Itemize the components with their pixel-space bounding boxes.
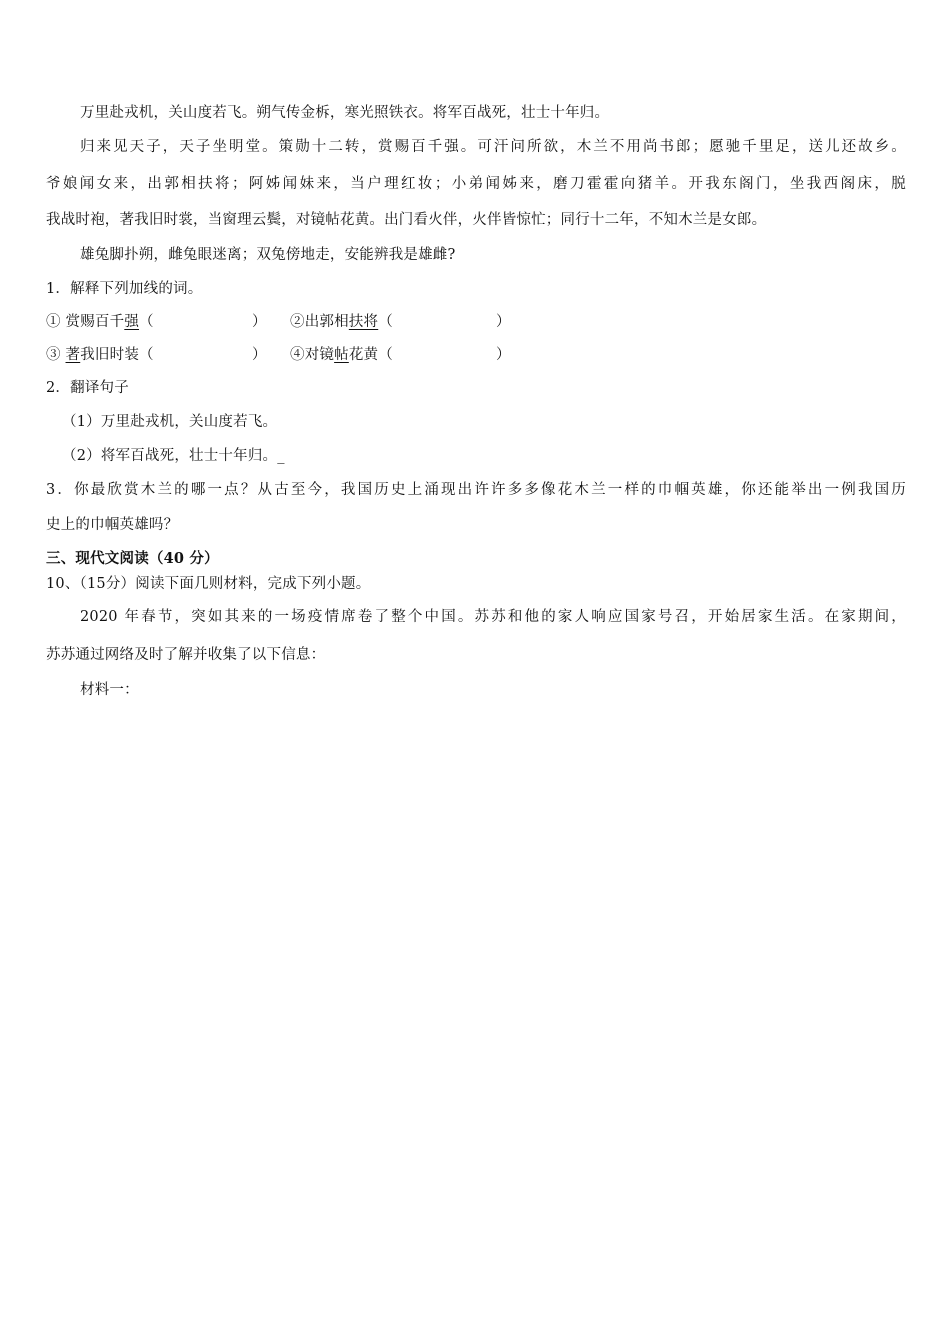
q1-item-2-open: （ xyxy=(378,314,393,330)
q1-item-2-word: 扶将 xyxy=(348,314,379,330)
q1-item-3 xyxy=(46,345,154,365)
q1-item-1-open: （ xyxy=(139,314,154,330)
passage-line-2: 苏苏通过网络及时了解并收集了以下信息： xyxy=(46,647,326,663)
q1-item-3-text: ③ xyxy=(46,347,66,363)
q1-item-4 xyxy=(290,345,393,365)
q1-item-4-word: 帖 xyxy=(334,347,349,363)
material-one-label: 材料一： xyxy=(80,682,139,698)
passage-line-1: 2020 年春节，突如其来的一场疫情席卷了整个中国。苏苏和他的家人响应国家号召，开始居家生活。在家期间， xyxy=(80,609,906,625)
q1-item-1-text: ① 赏赐百千 xyxy=(46,314,125,330)
q1-item-2 xyxy=(290,312,393,332)
section-3-heading: 三、现代文阅读（40 分） xyxy=(46,550,219,567)
question-2-sentence-2: （2）将军百战死，壮士十年归。_ xyxy=(62,448,285,464)
poem-line-1: 万里赴戎机，关山度若飞。朔气传金柝，寒光照铁衣。将军百战死，壮士十年归。 xyxy=(80,105,610,121)
question-2-sentence-1: （1）万里赴戎机，关山度若飞。 xyxy=(62,414,278,430)
question-2-title: 2．翻译句子 xyxy=(46,380,129,396)
poem-line-3: 爷娘闻女来，出郭相扶将；阿姊闻妹来，当户理红妆；小弟闻姊来，磨刀霍霍向猪羊。开我东阁门，坐我西阁床，脱 xyxy=(46,176,906,192)
q1-item-3-close: ） xyxy=(252,347,267,363)
q1-item-1 xyxy=(46,312,154,332)
question-3-line-1: 3．你最欣赏木兰的哪一点？从古至今，我国历史上涌现出许许多多像花木兰一样的巾帼英雄，你还能举出一例我国历 xyxy=(46,482,906,498)
q1-item-3-word: 著 xyxy=(65,347,81,363)
q1-item-4-text: ④对镜 xyxy=(290,347,335,363)
poem-line-5: 雄兔脚扑朔，雌兔眼迷离；双兔傍地走，安能辨我是雄雌? xyxy=(80,247,456,263)
question-3-line-2: 史上的巾帼英雄吗？ xyxy=(46,517,179,533)
q1-item-1-close: ） xyxy=(252,314,267,330)
q1-item-3-suffix: 我旧时装（ xyxy=(80,347,154,363)
q1-item-2-close: ） xyxy=(496,314,511,330)
question-1-title: 1．解释下列加线的词。 xyxy=(46,281,203,297)
q1-item-2-text: ②出郭相 xyxy=(290,314,349,330)
q1-item-4-suffix: 花黄（ xyxy=(348,347,393,363)
poem-line-2: 归来见天子，天子坐明堂。策勋十二转，赏赐百千强。可汗问所欲，木兰不用尚书郎；愿驰千里足，送儿还故乡。 xyxy=(80,139,906,155)
q1-item-1-word: 强 xyxy=(124,314,140,330)
poem-line-4: 我战时袍，著我旧时裳，当窗理云鬓，对镜帖花黄。出门看火伴，火伴皆惊忙；同行十二年，不知木兰是女郎。 xyxy=(46,212,767,228)
q1-item-4-close: ） xyxy=(496,347,511,363)
question-10-intro: 10、（15分）阅读下面几则材料，完成下列小题。 xyxy=(46,576,371,592)
